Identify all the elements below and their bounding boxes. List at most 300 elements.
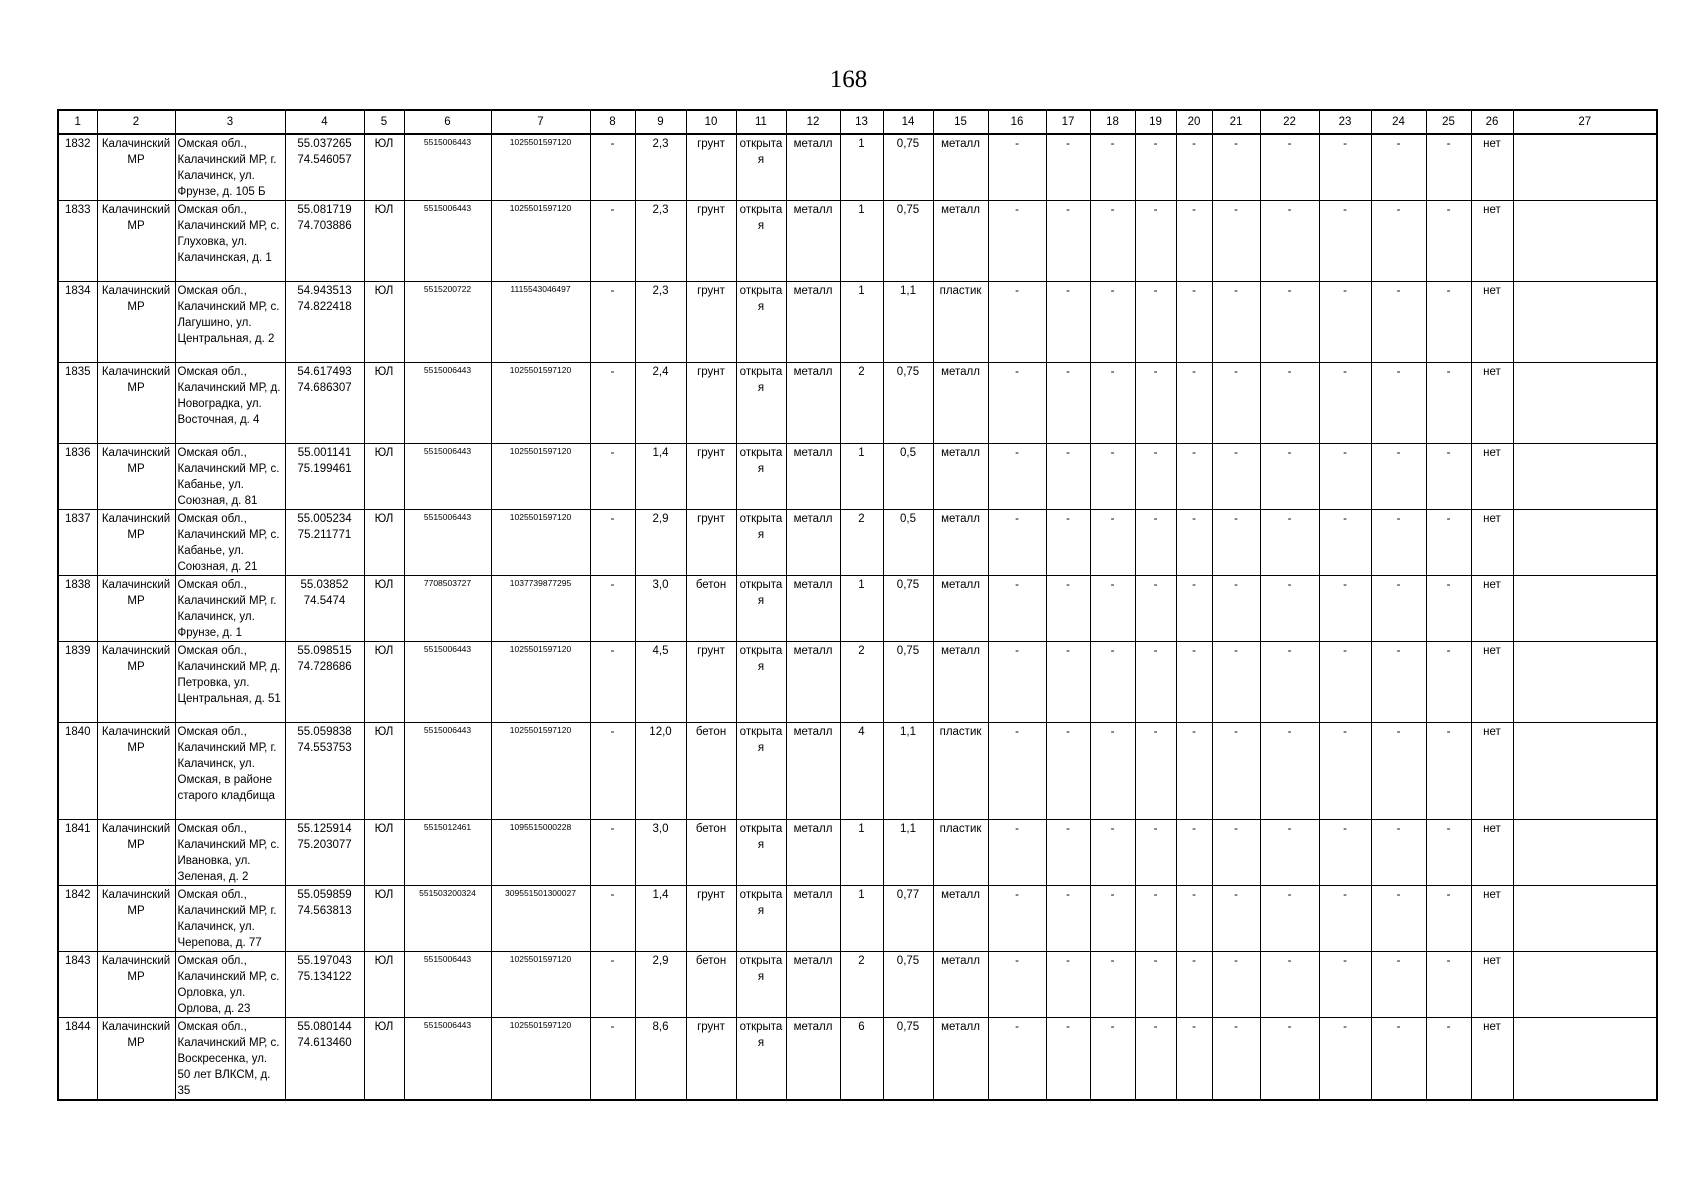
table-cell-col-9: 1,4 <box>635 886 686 952</box>
table-cell-col-17: - <box>1046 723 1090 820</box>
table-cell-col-21: - <box>1212 576 1260 642</box>
table-cell-col-23: - <box>1319 820 1371 886</box>
table-cell-col-11: открытая <box>736 201 786 282</box>
table-cell-col-26: нет <box>1471 282 1513 363</box>
table-cell-col-27 <box>1513 363 1657 444</box>
column-header-1: 1 <box>58 110 97 134</box>
table-cell-col-9: 1,4 <box>635 444 686 510</box>
table-cell-col-22: - <box>1260 363 1319 444</box>
table-cell-col-17: - <box>1046 444 1090 510</box>
table-cell-col-9: 2,3 <box>635 201 686 282</box>
table-cell-col-15: металл <box>933 1018 988 1101</box>
table-cell-col-20: - <box>1176 952 1212 1018</box>
table-cell-col-16: - <box>988 510 1046 576</box>
table-cell-col-11: открытая <box>736 134 786 201</box>
table-cell-col-20: - <box>1176 886 1212 952</box>
table-cell-col-24: - <box>1371 952 1426 1018</box>
column-header-2: 2 <box>97 110 175 134</box>
table-cell-col-16: - <box>988 576 1046 642</box>
table-cell-col-10: бетон <box>686 820 736 886</box>
table-cell-col-5: ЮЛ <box>364 886 404 952</box>
table-cell-col-21: - <box>1212 134 1260 201</box>
table-row <box>58 444 1657 510</box>
table-cell-col-26: нет <box>1471 444 1513 510</box>
table-cell-col-2: Калачинский МР <box>97 201 175 282</box>
table-cell-col-17: - <box>1046 201 1090 282</box>
table-cell-col-11: открытая <box>736 952 786 1018</box>
column-header-5: 5 <box>364 110 404 134</box>
table-cell-col-22: - <box>1260 282 1319 363</box>
table-cell-col-11: открытая <box>736 1018 786 1101</box>
table-cell-col-12: металл <box>786 134 840 201</box>
table-cell-col-12: металл <box>786 642 840 723</box>
table-cell-col-24: - <box>1371 444 1426 510</box>
table-cell-col-3: Омская обл., Калачинский МР, с. Кабанье, ул. Союзная, д. 81 <box>175 444 285 510</box>
table-cell-col-2: Калачинский МР <box>97 282 175 363</box>
table-cell-col-22: - <box>1260 642 1319 723</box>
table-cell-col-19: - <box>1135 642 1176 723</box>
table-cell-col-23: - <box>1319 363 1371 444</box>
table-cell-col-20: - <box>1176 282 1212 363</box>
table-cell-col-17: - <box>1046 134 1090 201</box>
table-cell-col-16: - <box>988 952 1046 1018</box>
table-cell-col-25: - <box>1426 510 1471 576</box>
table-cell-col-13: 1 <box>840 282 883 363</box>
table-cell-col-18: - <box>1090 886 1135 952</box>
table-cell-col-7: 1025501597120 <box>491 642 590 723</box>
table-cell-col-10: грунт <box>686 510 736 576</box>
registry-table <box>57 109 1658 1101</box>
table-cell-col-17: - <box>1046 510 1090 576</box>
table-cell-col-26: нет <box>1471 723 1513 820</box>
table-cell-col-21: - <box>1212 952 1260 1018</box>
table-cell-col-13: 1 <box>840 201 883 282</box>
table-cell-col-24: - <box>1371 820 1426 886</box>
table-cell-col-15: металл <box>933 642 988 723</box>
table-cell-col-17: - <box>1046 886 1090 952</box>
table-cell-col-4: 55.059838 74.553753 <box>285 723 364 820</box>
table-cell-col-22: - <box>1260 201 1319 282</box>
table-cell-col-26: нет <box>1471 1018 1513 1101</box>
table-cell-col-23: - <box>1319 952 1371 1018</box>
table-cell-col-18: - <box>1090 134 1135 201</box>
table-cell-col-1: 1839 <box>58 642 97 723</box>
table-cell-col-18: - <box>1090 820 1135 886</box>
table-cell-col-11: открытая <box>736 510 786 576</box>
table-cell-col-7: 1025501597120 <box>491 444 590 510</box>
table-cell-col-17: - <box>1046 952 1090 1018</box>
table-cell-col-6: 5515006443 <box>404 1018 491 1101</box>
table-cell-col-15: металл <box>933 576 988 642</box>
table-cell-col-5: ЮЛ <box>364 510 404 576</box>
table-cell-col-15: металл <box>933 201 988 282</box>
table-cell-col-19: - <box>1135 444 1176 510</box>
table-cell-col-4: 55.125914 75.203077 <box>285 820 364 886</box>
table-cell-col-7: 1025501597120 <box>491 201 590 282</box>
table-cell-col-19: - <box>1135 1018 1176 1101</box>
table-cell-col-1: 1840 <box>58 723 97 820</box>
table-cell-col-22: - <box>1260 1018 1319 1101</box>
table-cell-col-19: - <box>1135 886 1176 952</box>
column-header-12: 12 <box>786 110 840 134</box>
header-row <box>58 110 1657 134</box>
table-cell-col-12: металл <box>786 952 840 1018</box>
table-cell-col-5: ЮЛ <box>364 642 404 723</box>
table-cell-col-9: 4,5 <box>635 642 686 723</box>
table-cell-col-12: металл <box>786 820 840 886</box>
table-cell-col-3: Омская обл., Калачинский МР, с. Глуховка, ул. Калачинская, д. 1 <box>175 201 285 282</box>
table-cell-col-16: - <box>988 820 1046 886</box>
table-cell-col-9: 2,3 <box>635 282 686 363</box>
table-row <box>58 134 1657 201</box>
table-cell-col-11: открытая <box>736 723 786 820</box>
table-cell-col-4: 55.059859 74.563813 <box>285 886 364 952</box>
table-cell-col-1: 1844 <box>58 1018 97 1101</box>
table-row <box>58 363 1657 444</box>
table-cell-col-21: - <box>1212 886 1260 952</box>
table-cell-col-26: нет <box>1471 820 1513 886</box>
table-cell-col-16: - <box>988 642 1046 723</box>
table-cell-col-21: - <box>1212 723 1260 820</box>
table-cell-col-25: - <box>1426 820 1471 886</box>
table-cell-col-3: Омская обл., Калачинский МР, с. Ивановка, ул. Зеленая, д. 2 <box>175 820 285 886</box>
table-cell-col-16: - <box>988 363 1046 444</box>
table-cell-col-13: 1 <box>840 576 883 642</box>
table-cell-col-27 <box>1513 444 1657 510</box>
table-cell-col-13: 2 <box>840 642 883 723</box>
table-cell-col-25: - <box>1426 576 1471 642</box>
table-cell-col-15: металл <box>933 886 988 952</box>
table-cell-col-26: нет <box>1471 201 1513 282</box>
table-cell-col-21: - <box>1212 201 1260 282</box>
table-cell-col-4: 54.943513 74.822418 <box>285 282 364 363</box>
table-cell-col-1: 1841 <box>58 820 97 886</box>
column-header-3: 3 <box>175 110 285 134</box>
table-cell-col-13: 1 <box>840 886 883 952</box>
table-cell-col-14: 0,5 <box>883 444 933 510</box>
table-cell-col-23: - <box>1319 1018 1371 1101</box>
table-cell-col-16: - <box>988 282 1046 363</box>
table-cell-col-9: 3,0 <box>635 820 686 886</box>
table-cell-col-10: грунт <box>686 886 736 952</box>
table-cell-col-22: - <box>1260 576 1319 642</box>
table-cell-col-12: металл <box>786 444 840 510</box>
table-cell-col-14: 0,75 <box>883 576 933 642</box>
table-cell-col-2: Калачинский МР <box>97 576 175 642</box>
table-cell-col-10: грунт <box>686 134 736 201</box>
table-cell-col-8: - <box>590 134 635 201</box>
table-cell-col-1: 1838 <box>58 576 97 642</box>
column-header-23: 23 <box>1319 110 1371 134</box>
table-cell-col-15: пластик <box>933 820 988 886</box>
table-cell-col-1: 1843 <box>58 952 97 1018</box>
table-cell-col-10: грунт <box>686 363 736 444</box>
column-header-7: 7 <box>491 110 590 134</box>
table-cell-col-15: металл <box>933 952 988 1018</box>
table-cell-col-20: - <box>1176 363 1212 444</box>
table-cell-col-5: ЮЛ <box>364 134 404 201</box>
table-cell-col-19: - <box>1135 723 1176 820</box>
table-cell-col-6: 5515012461 <box>404 820 491 886</box>
table-cell-col-19: - <box>1135 201 1176 282</box>
table-cell-col-12: металл <box>786 723 840 820</box>
table-cell-col-10: грунт <box>686 282 736 363</box>
table-cell-col-2: Калачинский МР <box>97 444 175 510</box>
table-cell-col-7: 1025501597120 <box>491 1018 590 1101</box>
column-header-14: 14 <box>883 110 933 134</box>
table-cell-col-20: - <box>1176 820 1212 886</box>
table-cell-col-16: - <box>988 444 1046 510</box>
column-header-19: 19 <box>1135 110 1176 134</box>
table-cell-col-1: 1842 <box>58 886 97 952</box>
table-row <box>58 723 1657 820</box>
table-cell-col-23: - <box>1319 642 1371 723</box>
column-header-13: 13 <box>840 110 883 134</box>
table-cell-col-8: - <box>590 201 635 282</box>
table-cell-col-4: 55.080144 74.613460 <box>285 1018 364 1101</box>
table-cell-col-4: 55.03852 74.5474 <box>285 576 364 642</box>
table-cell-col-12: металл <box>786 510 840 576</box>
table-cell-col-20: - <box>1176 1018 1212 1101</box>
table-cell-col-21: - <box>1212 510 1260 576</box>
table-cell-col-20: - <box>1176 201 1212 282</box>
table-cell-col-26: нет <box>1471 642 1513 723</box>
table-cell-col-20: - <box>1176 723 1212 820</box>
table-cell-col-15: металл <box>933 444 988 510</box>
table-cell-col-16: - <box>988 201 1046 282</box>
table-cell-col-3: Омская обл., Калачинский МР, с. Воскресенка, ул. 50 лет ВЛКСМ, д. 35 <box>175 1018 285 1101</box>
table-cell-col-15: пластик <box>933 282 988 363</box>
table-cell-col-5: ЮЛ <box>364 723 404 820</box>
table-cell-col-20: - <box>1176 642 1212 723</box>
table-cell-col-3: Омская обл., Калачинский МР, с. Орловка, ул. Орлова, д. 23 <box>175 952 285 1018</box>
table-cell-col-13: 1 <box>840 820 883 886</box>
table-cell-col-3: Омская обл., Калачинский МР, с. Кабанье, ул. Союзная, д. 21 <box>175 510 285 576</box>
table-cell-col-23: - <box>1319 886 1371 952</box>
table-cell-col-27 <box>1513 952 1657 1018</box>
table-cell-col-25: - <box>1426 723 1471 820</box>
table-cell-col-2: Калачинский МР <box>97 642 175 723</box>
table-cell-col-18: - <box>1090 576 1135 642</box>
table-cell-col-22: - <box>1260 820 1319 886</box>
table-cell-col-11: открытая <box>736 642 786 723</box>
table-cell-col-12: металл <box>786 576 840 642</box>
table-cell-col-24: - <box>1371 723 1426 820</box>
table-cell-col-22: - <box>1260 444 1319 510</box>
table-cell-col-6: 5515006443 <box>404 444 491 510</box>
table-cell-col-22: - <box>1260 886 1319 952</box>
table-cell-col-11: открытая <box>736 363 786 444</box>
table-row <box>58 952 1657 1018</box>
table-cell-col-27 <box>1513 201 1657 282</box>
table-cell-col-6: 5515006443 <box>404 134 491 201</box>
table-cell-col-24: - <box>1371 282 1426 363</box>
table-cell-col-7: 1037739877295 <box>491 576 590 642</box>
table-cell-col-23: - <box>1319 576 1371 642</box>
table-cell-col-11: открытая <box>736 576 786 642</box>
table-cell-col-9: 3,0 <box>635 576 686 642</box>
table-cell-col-16: - <box>988 1018 1046 1101</box>
table-cell-col-15: металл <box>933 363 988 444</box>
table-cell-col-10: бетон <box>686 723 736 820</box>
table-cell-col-8: - <box>590 820 635 886</box>
table-cell-col-18: - <box>1090 444 1135 510</box>
table-cell-col-21: - <box>1212 642 1260 723</box>
table-cell-col-13: 1 <box>840 134 883 201</box>
table-cell-col-6: 5515006443 <box>404 510 491 576</box>
table-cell-col-12: металл <box>786 201 840 282</box>
table-cell-col-27 <box>1513 642 1657 723</box>
table-cell-col-8: - <box>590 886 635 952</box>
table-cell-col-5: ЮЛ <box>364 444 404 510</box>
table-cell-col-14: 0,5 <box>883 510 933 576</box>
table-cell-col-12: металл <box>786 282 840 363</box>
table-cell-col-17: - <box>1046 282 1090 363</box>
column-header-9: 9 <box>635 110 686 134</box>
table-cell-col-11: открытая <box>736 444 786 510</box>
table-cell-col-18: - <box>1090 510 1135 576</box>
column-header-27: 27 <box>1513 110 1657 134</box>
table-row <box>58 201 1657 282</box>
table-cell-col-15: металл <box>933 510 988 576</box>
table-cell-col-21: - <box>1212 820 1260 886</box>
table-cell-col-24: - <box>1371 642 1426 723</box>
table-cell-col-21: - <box>1212 282 1260 363</box>
table-cell-col-25: - <box>1426 886 1471 952</box>
table-cell-col-24: - <box>1371 201 1426 282</box>
table-cell-col-2: Калачинский МР <box>97 820 175 886</box>
table-cell-col-2: Калачинский МР <box>97 134 175 201</box>
table-cell-col-8: - <box>590 576 635 642</box>
column-header-24: 24 <box>1371 110 1426 134</box>
table-cell-col-5: ЮЛ <box>364 820 404 886</box>
table-cell-col-14: 0,75 <box>883 134 933 201</box>
table-cell-col-3: Омская обл., Калачинский МР, д. Петровка, ул. Центральная, д. 51 <box>175 642 285 723</box>
table-cell-col-8: - <box>590 510 635 576</box>
table-cell-col-6: 5515006443 <box>404 642 491 723</box>
table-cell-col-7: 1025501597120 <box>491 510 590 576</box>
table-cell-col-1: 1832 <box>58 134 97 201</box>
table-cell-col-27 <box>1513 510 1657 576</box>
table-cell-col-2: Калачинский МР <box>97 1018 175 1101</box>
table-cell-col-7: 1025501597120 <box>491 723 590 820</box>
table-cell-col-20: - <box>1176 510 1212 576</box>
table-cell-col-26: нет <box>1471 576 1513 642</box>
table-cell-col-24: - <box>1371 886 1426 952</box>
table-cell-col-21: - <box>1212 444 1260 510</box>
table-cell-col-11: открытая <box>736 886 786 952</box>
column-header-6: 6 <box>404 110 491 134</box>
table-cell-col-7: 1095515000228 <box>491 820 590 886</box>
table-cell-col-3: Омская обл., Калачинский МР, г. Калачинск, ул. Черепова, д. 77 <box>175 886 285 952</box>
table-cell-col-5: ЮЛ <box>364 363 404 444</box>
table-cell-col-14: 1,1 <box>883 282 933 363</box>
table-cell-col-8: - <box>590 1018 635 1101</box>
table-cell-col-7: 1115543046497 <box>491 282 590 363</box>
table-cell-col-20: - <box>1176 576 1212 642</box>
table-cell-col-25: - <box>1426 1018 1471 1101</box>
table-cell-col-24: - <box>1371 1018 1426 1101</box>
table-cell-col-8: - <box>590 642 635 723</box>
table-cell-col-23: - <box>1319 444 1371 510</box>
table-cell-col-10: грунт <box>686 1018 736 1101</box>
table-cell-col-3: Омская обл., Калачинский МР, г. Калачинск, ул. Фрунзе, д. 1 <box>175 576 285 642</box>
table-cell-col-9: 2,4 <box>635 363 686 444</box>
table-cell-col-24: - <box>1371 134 1426 201</box>
table-cell-col-18: - <box>1090 282 1135 363</box>
table-cell-col-10: бетон <box>686 952 736 1018</box>
table-cell-col-19: - <box>1135 363 1176 444</box>
table-cell-col-23: - <box>1319 134 1371 201</box>
table-cell-col-27 <box>1513 282 1657 363</box>
table-cell-col-8: - <box>590 363 635 444</box>
table-cell-col-9: 8,6 <box>635 1018 686 1101</box>
table-cell-col-26: нет <box>1471 510 1513 576</box>
table-cell-col-13: 4 <box>840 723 883 820</box>
table-cell-col-13: 2 <box>840 952 883 1018</box>
table-cell-col-3: Омская обл., Калачинский МР, г. Калачинск, ул. Фрунзе, д. 105 Б <box>175 134 285 201</box>
table-cell-col-13: 2 <box>840 510 883 576</box>
table-cell-col-9: 2,9 <box>635 510 686 576</box>
table-cell-col-26: нет <box>1471 886 1513 952</box>
table-row <box>58 1018 1657 1101</box>
table-cell-col-17: - <box>1046 576 1090 642</box>
table-cell-col-14: 0,75 <box>883 952 933 1018</box>
table-cell-col-1: 1833 <box>58 201 97 282</box>
table-cell-col-6: 5515006443 <box>404 723 491 820</box>
table-cell-col-6: 551503200324 <box>404 886 491 952</box>
table-cell-col-5: ЮЛ <box>364 952 404 1018</box>
table-cell-col-7: 309551501300027 <box>491 886 590 952</box>
column-header-10: 10 <box>686 110 736 134</box>
table-cell-col-10: грунт <box>686 201 736 282</box>
column-header-26: 26 <box>1471 110 1513 134</box>
table-cell-col-12: металл <box>786 363 840 444</box>
column-header-25: 25 <box>1426 110 1471 134</box>
table-cell-col-3: Омская обл., Калачинский МР, г. Калачинск, ул. Омская, в районе старого кладбища <box>175 723 285 820</box>
table-cell-col-16: - <box>988 723 1046 820</box>
table-cell-col-6: 5515006443 <box>404 952 491 1018</box>
table-cell-col-27 <box>1513 886 1657 952</box>
table-cell-col-18: - <box>1090 201 1135 282</box>
table-cell-col-11: открытая <box>736 820 786 886</box>
table-cell-col-14: 1,1 <box>883 723 933 820</box>
table-cell-col-18: - <box>1090 723 1135 820</box>
table-cell-col-5: ЮЛ <box>364 1018 404 1101</box>
table-cell-col-22: - <box>1260 510 1319 576</box>
table-cell-col-19: - <box>1135 134 1176 201</box>
column-header-21: 21 <box>1212 110 1260 134</box>
table-cell-col-13: 1 <box>840 444 883 510</box>
column-header-4: 4 <box>285 110 364 134</box>
table-cell-col-27 <box>1513 1018 1657 1101</box>
table-cell-col-3: Омская обл., Калачинский МР, д. Новоградка, ул. Восточная, д. 4 <box>175 363 285 444</box>
table-cell-col-10: грунт <box>686 642 736 723</box>
table-cell-col-13: 2 <box>840 363 883 444</box>
table-cell-col-26: нет <box>1471 363 1513 444</box>
table-cell-col-15: пластик <box>933 723 988 820</box>
table-cell-col-4: 54.617493 74.686307 <box>285 363 364 444</box>
table-cell-col-9: 12,0 <box>635 723 686 820</box>
table-row <box>58 820 1657 886</box>
table-body <box>58 134 1657 1100</box>
table-cell-col-18: - <box>1090 952 1135 1018</box>
column-header-17: 17 <box>1046 110 1090 134</box>
table-cell-col-20: - <box>1176 134 1212 201</box>
table-cell-col-14: 0,77 <box>883 886 933 952</box>
table-cell-col-13: 6 <box>840 1018 883 1101</box>
table-cell-col-22: - <box>1260 952 1319 1018</box>
